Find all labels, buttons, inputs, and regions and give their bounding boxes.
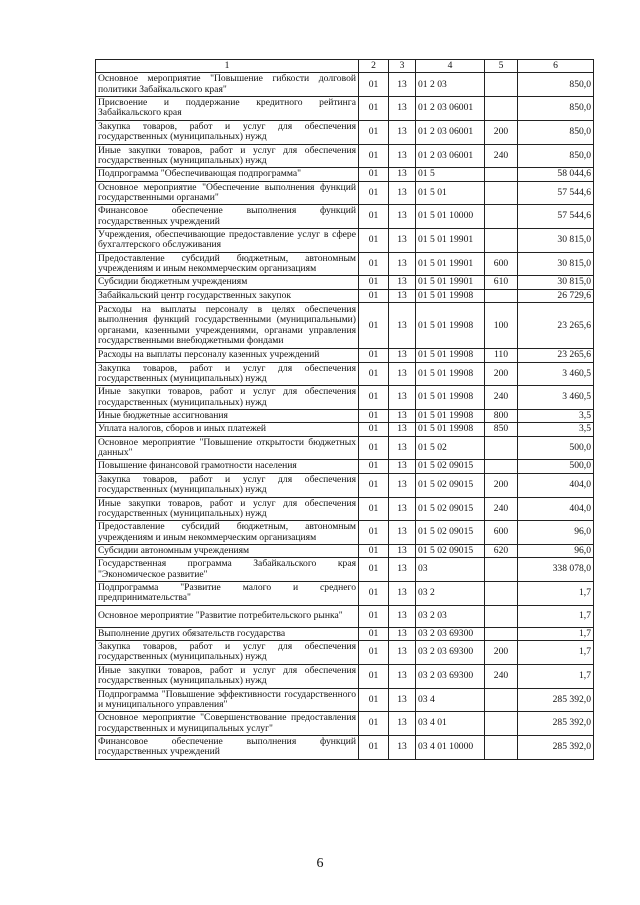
section-code-cell: 01: [359, 605, 389, 627]
row-name-cell: Основное мероприятие "Совершенствование предоставления государственных и муниципальных услуг": [96, 712, 359, 736]
expense-type-cell: [485, 229, 518, 253]
row-name-cell: Присвоение и поддержание кредитного рейтинга Забайкальского края: [96, 97, 359, 121]
table-row: [96, 409, 594, 422]
page-number: 6: [316, 856, 324, 871]
row-name-cell: Закупка товаров, работ и услуг для обеспечения государственных (муниципальных) нужд: [96, 641, 359, 665]
target-article-cell: 03 2: [416, 582, 485, 606]
table-row: [96, 558, 594, 582]
row-name-cell: Субсидии бюджетным учреждениям: [96, 276, 359, 289]
target-article-cell: 03: [416, 558, 485, 582]
table-row: [96, 521, 594, 545]
section-code-cell: 01: [359, 229, 389, 253]
subsection-code-cell: 13: [389, 181, 416, 205]
subsection-code-cell: 13: [389, 349, 416, 362]
target-article-cell: 01 5 01: [416, 181, 485, 205]
target-article-cell: 01 5 01 19901: [416, 229, 485, 253]
subsection-code-cell: 13: [389, 497, 416, 521]
expense-type-cell: 600: [485, 521, 518, 545]
amount-cell: 850,0: [518, 97, 594, 121]
expense-type-cell: 600: [485, 252, 518, 276]
target-article-cell: 01 5 01 19908: [416, 349, 485, 362]
row-name-cell: Подпрограмма "Повышение эффективности государственного и муниципального управления": [96, 688, 359, 712]
table-row: [96, 664, 594, 688]
subsection-code-cell: 13: [389, 168, 416, 181]
amount-cell: 30 815,0: [518, 276, 594, 289]
row-name-cell: Расходы на выплаты персоналу в целях обеспечения выполнения функций государственными (муниципальными) органами, казенными учреждениями, органами управления государственными внебюджетными фондами: [96, 303, 359, 349]
target-article-cell: 03 4 01: [416, 712, 485, 736]
target-article-cell: 03 4 01 10000: [416, 735, 485, 759]
section-code-cell: 01: [359, 303, 389, 349]
column-header: 3: [389, 60, 416, 73]
section-code-cell: 01: [359, 558, 389, 582]
expense-type-cell: [485, 712, 518, 736]
amount-cell: 57 544,6: [518, 181, 594, 205]
table-row: [96, 735, 594, 759]
budget-table: [95, 59, 594, 760]
row-name-cell: Основное мероприятие "Развитие потребительского рынка": [96, 605, 359, 627]
target-article-cell: 01 5 01 19908: [416, 289, 485, 302]
section-code-cell: 01: [359, 252, 389, 276]
subsection-code-cell: 13: [389, 664, 416, 688]
target-article-cell: 03 2 03: [416, 605, 485, 627]
row-name-cell: Предоставление субсидий бюджетным, автономным учреждениям и иным некоммерческим организациям: [96, 521, 359, 545]
target-article-cell: 03 2 03 69300: [416, 664, 485, 688]
table-row: [96, 205, 594, 229]
subsection-code-cell: 13: [389, 276, 416, 289]
column-header: 1: [96, 60, 359, 73]
subsection-code-cell: 13: [389, 144, 416, 168]
section-code-cell: 01: [359, 168, 389, 181]
section-code-cell: 01: [359, 181, 389, 205]
section-code-cell: 01: [359, 436, 389, 460]
subsection-code-cell: 13: [389, 473, 416, 497]
target-article-cell: 01 5 01 19908: [416, 386, 485, 410]
section-code-cell: 01: [359, 582, 389, 606]
table-row: [96, 423, 594, 436]
table-row: [96, 276, 594, 289]
table-row: [96, 582, 594, 606]
expense-type-cell: 110: [485, 349, 518, 362]
subsection-code-cell: 13: [389, 544, 416, 557]
section-code-cell: 01: [359, 423, 389, 436]
target-article-cell: 01 5: [416, 168, 485, 181]
subsection-code-cell: 13: [389, 582, 416, 606]
row-name-cell: Подпрограмма "Обеспечивающая подпрограмма": [96, 168, 359, 181]
expense-type-cell: 240: [485, 497, 518, 521]
target-article-cell: 01 2 03 06001: [416, 120, 485, 144]
section-code-cell: 01: [359, 386, 389, 410]
amount-cell: 285 392,0: [518, 688, 594, 712]
subsection-code-cell: 13: [389, 409, 416, 422]
table-row: [96, 303, 594, 349]
amount-cell: 1,7: [518, 641, 594, 665]
amount-cell: 1,7: [518, 664, 594, 688]
expense-type-cell: 240: [485, 664, 518, 688]
subsection-code-cell: 13: [389, 97, 416, 121]
section-code-cell: 01: [359, 144, 389, 168]
row-name-cell: Расходы на выплаты персоналу казенных учреждений: [96, 349, 359, 362]
table-row: [96, 73, 594, 97]
section-code-cell: 01: [359, 664, 389, 688]
subsection-code-cell: 13: [389, 362, 416, 386]
row-name-cell: Учреждения, обеспечивающие предоставление услуг в сфере бухгалтерского обслуживания: [96, 229, 359, 253]
section-code-cell: 01: [359, 497, 389, 521]
expense-type-cell: [485, 605, 518, 627]
table-row: [96, 229, 594, 253]
amount-cell: 3 460,5: [518, 386, 594, 410]
column-header: 4: [416, 60, 485, 73]
row-name-cell: Выполнение других обязательств государства: [96, 627, 359, 640]
section-code-cell: 01: [359, 73, 389, 97]
table-row: [96, 120, 594, 144]
row-name-cell: Иные закупки товаров, работ и услуг для обеспечения государственных (муниципальных) нужд: [96, 144, 359, 168]
amount-cell: 404,0: [518, 473, 594, 497]
amount-cell: 96,0: [518, 544, 594, 557]
subsection-code-cell: 13: [389, 460, 416, 473]
section-code-cell: 01: [359, 289, 389, 302]
section-code-cell: 01: [359, 627, 389, 640]
amount-cell: 3,5: [518, 409, 594, 422]
expense-type-cell: [485, 558, 518, 582]
target-article-cell: 01 2 03 06001: [416, 97, 485, 121]
subsection-code-cell: 13: [389, 205, 416, 229]
table-row: [96, 627, 594, 640]
subsection-code-cell: 13: [389, 558, 416, 582]
amount-cell: 338 078,0: [518, 558, 594, 582]
subsection-code-cell: 13: [389, 641, 416, 665]
row-name-cell: Основное мероприятие "Повышение открытости бюджетных данных": [96, 436, 359, 460]
target-article-cell: 01 5 02: [416, 436, 485, 460]
amount-cell: 404,0: [518, 497, 594, 521]
section-code-cell: 01: [359, 362, 389, 386]
row-name-cell: Закупка товаров, работ и услуг для обеспечения государственных (муниципальных) нужд: [96, 120, 359, 144]
expense-type-cell: 800: [485, 409, 518, 422]
section-code-cell: 01: [359, 641, 389, 665]
target-article-cell: 01 5 02 09015: [416, 460, 485, 473]
expense-type-cell: 850: [485, 423, 518, 436]
table-row: [96, 688, 594, 712]
row-name-cell: Уплата налогов, сборов и иных платежей: [96, 423, 359, 436]
target-article-cell: 01 5 02 09015: [416, 497, 485, 521]
subsection-code-cell: 13: [389, 73, 416, 97]
expense-type-cell: 200: [485, 473, 518, 497]
amount-cell: 285 392,0: [518, 735, 594, 759]
section-code-cell: 01: [359, 205, 389, 229]
expense-type-cell: 200: [485, 120, 518, 144]
table-header-row: [96, 60, 594, 73]
row-name-cell: Закупка товаров, работ и услуг для обеспечения государственных (муниципальных) нужд: [96, 362, 359, 386]
row-name-cell: Финансовое обеспечение выполнения функций государственных учреждений: [96, 735, 359, 759]
row-name-cell: Подпрограмма "Развитие малого и среднего предпринимательства": [96, 582, 359, 606]
table-body: [96, 73, 594, 759]
subsection-code-cell: 13: [389, 436, 416, 460]
section-code-cell: 01: [359, 473, 389, 497]
row-name-cell: Предоставление субсидий бюджетным, автономным учреждениям и иным некоммерческим организациям: [96, 252, 359, 276]
target-article-cell: 03 2 03 69300: [416, 641, 485, 665]
subsection-code-cell: 13: [389, 386, 416, 410]
section-code-cell: 01: [359, 120, 389, 144]
section-code-cell: 01: [359, 276, 389, 289]
table-row: [96, 362, 594, 386]
table-row: [96, 386, 594, 410]
row-name-cell: Повышение финансовой грамотности населения: [96, 460, 359, 473]
target-article-cell: 01 2 03 06001: [416, 144, 485, 168]
table-row: [96, 473, 594, 497]
target-article-cell: 01 5 02 09015: [416, 521, 485, 545]
table-row: [96, 605, 594, 627]
amount-cell: 850,0: [518, 120, 594, 144]
section-code-cell: 01: [359, 460, 389, 473]
target-article-cell: 01 2 03: [416, 73, 485, 97]
row-name-cell: Иные закупки товаров, работ и услуг для обеспечения государственных (муниципальных) нужд: [96, 386, 359, 410]
subsection-code-cell: 13: [389, 303, 416, 349]
target-article-cell: 01 5 02 09015: [416, 544, 485, 557]
amount-cell: 30 815,0: [518, 229, 594, 253]
table-row: [96, 460, 594, 473]
subsection-code-cell: 13: [389, 712, 416, 736]
expense-type-cell: [485, 460, 518, 473]
subsection-code-cell: 13: [389, 521, 416, 545]
row-name-cell: Иные бюджетные ассигнования: [96, 409, 359, 422]
table-row: [96, 168, 594, 181]
section-code-cell: 01: [359, 521, 389, 545]
column-header: 2: [359, 60, 389, 73]
column-header: 6: [518, 60, 594, 73]
table-row: [96, 544, 594, 557]
amount-cell: 58 044,6: [518, 168, 594, 181]
expense-type-cell: [485, 289, 518, 302]
subsection-code-cell: 13: [389, 252, 416, 276]
amount-cell: 26 729,6: [518, 289, 594, 302]
subsection-code-cell: 13: [389, 423, 416, 436]
expense-type-cell: 200: [485, 641, 518, 665]
amount-cell: 1,7: [518, 605, 594, 627]
expense-type-cell: [485, 627, 518, 640]
amount-cell: 3 460,5: [518, 362, 594, 386]
table-row: [96, 349, 594, 362]
amount-cell: 500,0: [518, 460, 594, 473]
expense-type-cell: [485, 97, 518, 121]
subsection-code-cell: 13: [389, 120, 416, 144]
target-article-cell: 01 5 01 19908: [416, 423, 485, 436]
amount-cell: 285 392,0: [518, 712, 594, 736]
target-article-cell: 01 5 02 09015: [416, 473, 485, 497]
subsection-code-cell: 13: [389, 229, 416, 253]
section-code-cell: 01: [359, 97, 389, 121]
expense-type-cell: [485, 73, 518, 97]
expense-type-cell: [485, 205, 518, 229]
row-name-cell: Иные закупки товаров, работ и услуг для обеспечения государственных (муниципальных) нужд: [96, 497, 359, 521]
row-name-cell: Государственная программа Забайкальского края "Экономическое развитие": [96, 558, 359, 582]
table-row: [96, 289, 594, 302]
subsection-code-cell: 13: [389, 289, 416, 302]
table-row: [96, 641, 594, 665]
expense-type-cell: 240: [485, 144, 518, 168]
amount-cell: 850,0: [518, 144, 594, 168]
section-code-cell: 01: [359, 544, 389, 557]
table-row: [96, 181, 594, 205]
subsection-code-cell: 13: [389, 605, 416, 627]
target-article-cell: 01 5 01 19908: [416, 303, 485, 349]
expense-type-cell: [485, 436, 518, 460]
amount-cell: 23 265,6: [518, 349, 594, 362]
amount-cell: 500,0: [518, 436, 594, 460]
expense-type-cell: 620: [485, 544, 518, 557]
amount-cell: 1,7: [518, 582, 594, 606]
row-name-cell: Субсидии автономным учреждениям: [96, 544, 359, 557]
expense-type-cell: [485, 582, 518, 606]
expense-type-cell: [485, 181, 518, 205]
expense-type-cell: [485, 168, 518, 181]
expense-type-cell: 100: [485, 303, 518, 349]
target-article-cell: 01 5 01 10000: [416, 205, 485, 229]
section-code-cell: 01: [359, 712, 389, 736]
amount-cell: 30 815,0: [518, 252, 594, 276]
column-header: 5: [485, 60, 518, 73]
section-code-cell: 01: [359, 688, 389, 712]
table-row: [96, 144, 594, 168]
expense-type-cell: [485, 735, 518, 759]
table-row: [96, 436, 594, 460]
amount-cell: 57 544,6: [518, 205, 594, 229]
target-article-cell: 03 4: [416, 688, 485, 712]
row-name-cell: Основное мероприятие "Обеспечение выполнения функций государственными органами": [96, 181, 359, 205]
expense-type-cell: [485, 688, 518, 712]
row-name-cell: Финансовое обеспечение выполнения функций государственных учреждений: [96, 205, 359, 229]
target-article-cell: 01 5 01 19908: [416, 409, 485, 422]
table-row: [96, 497, 594, 521]
row-name-cell: Закупка товаров, работ и услуг для обеспечения государственных (муниципальных) нужд: [96, 473, 359, 497]
table-row: [96, 712, 594, 736]
target-article-cell: 01 5 01 19901: [416, 276, 485, 289]
table-row: [96, 252, 594, 276]
section-code-cell: 01: [359, 409, 389, 422]
amount-cell: 96,0: [518, 521, 594, 545]
subsection-code-cell: 13: [389, 627, 416, 640]
section-code-cell: 01: [359, 735, 389, 759]
subsection-code-cell: 13: [389, 688, 416, 712]
amount-cell: 850,0: [518, 73, 594, 97]
expense-type-cell: 200: [485, 362, 518, 386]
row-name-cell: Забайкальский центр государственных закупок: [96, 289, 359, 302]
section-code-cell: 01: [359, 349, 389, 362]
expense-type-cell: 240: [485, 386, 518, 410]
target-article-cell: 01 5 01 19908: [416, 362, 485, 386]
expense-type-cell: 610: [485, 276, 518, 289]
row-name-cell: Основное мероприятие "Повышение гибкости долговой политики Забайкальского края": [96, 73, 359, 97]
subsection-code-cell: 13: [389, 735, 416, 759]
row-name-cell: Иные закупки товаров, работ и услуг для обеспечения государственных (муниципальных) нужд: [96, 664, 359, 688]
amount-cell: 1,7: [518, 627, 594, 640]
table-row: [96, 97, 594, 121]
target-article-cell: 01 5 01 19901: [416, 252, 485, 276]
target-article-cell: 03 2 03 69300: [416, 627, 485, 640]
amount-cell: 3,5: [518, 423, 594, 436]
amount-cell: 23 265,6: [518, 303, 594, 349]
